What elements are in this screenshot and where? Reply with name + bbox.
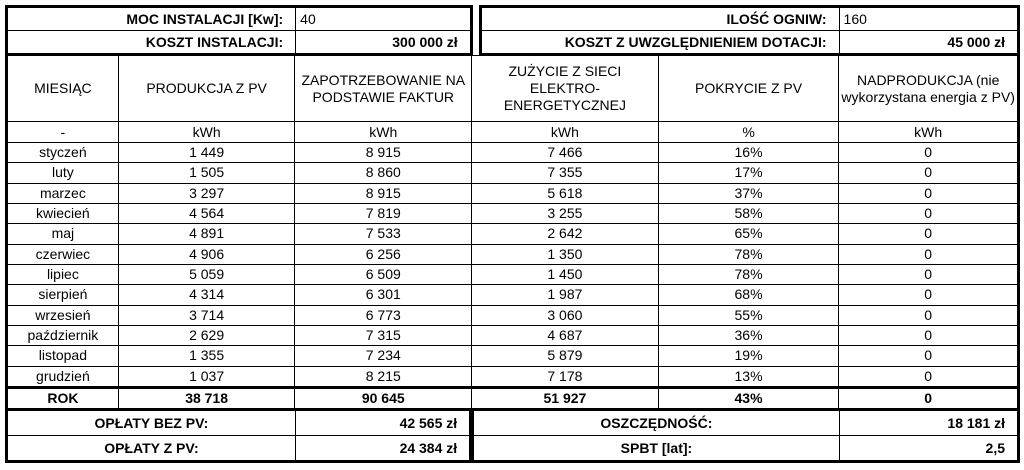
month-cell: marzec [5,183,119,204]
zuzycie-cell: 5 618 [471,183,659,204]
produkcja-cell: 1 355 [118,345,296,366]
header-pokrycie: POKRYCIE Z PV [658,55,840,122]
month-cell: styczeń [5,142,119,163]
header-produkcja: PRODUKCJA Z PV [118,55,296,122]
month-cell: sierpień [5,284,119,305]
zuzycie-cell: 7 355 [471,162,659,183]
table-row [6,346,1020,366]
pokrycie-cell: 55% [658,305,840,326]
zapotrzebowanie-cell: 7 533 [294,223,472,244]
produkcja-cell: 2 629 [118,325,296,346]
nadprodukcja-cell: 0 [838,142,1020,163]
table-row [6,204,1020,224]
nadprodukcja-cell: 0 [838,183,1020,204]
nadprodukcja-cell: 0 [838,305,1020,326]
month-cell: lipiec [5,264,119,285]
pokrycie-cell: 17% [658,162,840,183]
pokrycie-cell: 36% [658,325,840,346]
spbt-value: 2,5 [839,435,1020,463]
produkcja-cell: 1 037 [118,366,296,387]
zapotrzebowanie-cell: 6 509 [294,264,472,285]
osz-label: OSZCZĘDNOŚĆ: [471,408,840,436]
nadprodukcja-cell: 0 [838,244,1020,265]
table-row [6,143,1020,163]
zuzycie-cell: 1 350 [471,244,659,265]
zapotrzebowanie-cell: 8 915 [294,142,472,163]
nadprodukcja-cell: 0 [838,203,1020,224]
row-oplaty-z [6,436,1020,463]
zapotrzebowanie-cell: 6 256 [294,244,472,265]
total-month: ROK [5,386,119,409]
unit-cell: - [5,121,119,143]
zuzycie-cell: 3 255 [471,203,659,224]
zapotrzebowanie-cell: 8 215 [294,366,472,387]
pokrycie-cell: 19% [658,345,840,366]
nadprodukcja-cell: 0 [838,284,1020,305]
pokrycie-cell: 37% [658,183,840,204]
z-value: 24 384 zł [295,435,472,463]
month-cell: listopad [5,345,119,366]
nadprodukcja-cell: 0 [838,325,1020,346]
zapotrzebowanie-cell: 8 860 [294,162,472,183]
month-cell: październik [5,325,119,346]
zapotrzebowanie-cell: 7 819 [294,203,472,224]
row-oplaty-bez [6,409,1020,436]
nadprodukcja-cell: 0 [838,223,1020,244]
total-zuz: 51 927 [471,386,659,409]
table-row [6,265,1020,285]
produkcja-cell: 4 314 [118,284,296,305]
unit-cell: kWh [471,121,659,143]
pokrycie-cell: 65% [658,223,840,244]
zuzycie-cell: 4 687 [471,325,659,346]
header-miesiac: MIESIĄC [5,55,119,122]
unit-cell: % [658,121,840,143]
bez-value: 42 565 zł [295,408,472,436]
dotacja-label: KOSZT Z UWZGLĘDNIENIEM DOTACJI: [479,30,840,56]
zuzycie-cell: 7 178 [471,366,659,387]
produkcja-cell: 3 297 [118,183,296,204]
produkcja-cell: 1 505 [118,162,296,183]
nadprodukcja-cell: 0 [838,345,1020,366]
nadprodukcja-cell: 0 [838,264,1020,285]
header-row [6,56,1020,122]
row-moc [6,6,1020,31]
nadprodukcja-cell: 0 [838,366,1020,387]
ogniw-value: 160 [839,5,1020,31]
zapotrzebowanie-cell: 8 915 [294,183,472,204]
produkcja-cell: 4 906 [118,244,296,265]
pokrycie-cell: 78% [658,264,840,285]
total-prod: 38 718 [118,386,296,409]
zuzycie-cell: 2 642 [471,223,659,244]
zapotrzebowanie-cell: 6 773 [294,305,472,326]
table-row [6,245,1020,265]
units-row [6,122,1020,143]
pv-table [6,6,1020,464]
spbt-label: SPBT [lat]: [471,435,840,463]
zuzycie-cell: 5 879 [471,345,659,366]
produkcja-cell: 1 449 [118,142,296,163]
zapotrzebowanie-cell: 7 234 [294,345,472,366]
ogniw-label: ILOŚĆ OGNIW: [479,5,840,31]
produkcja-cell: 5 059 [118,264,296,285]
month-cell: maj [5,223,119,244]
bez-label: OPŁATY BEZ PV: [5,408,296,436]
month-cell: luty [5,162,119,183]
produkcja-cell: 3 714 [118,305,296,326]
table-row [6,306,1020,326]
moc-value: 40 [295,5,472,31]
zuzycie-cell: 3 060 [471,305,659,326]
unit-cell: kWh [294,121,472,143]
koszt-label: KOSZT INSTALACJI: [5,30,296,56]
zuzycie-cell: 7 466 [471,142,659,163]
total-nad: 0 [838,386,1020,409]
table-row [6,163,1020,183]
table-row [6,285,1020,305]
nadprodukcja-cell: 0 [838,162,1020,183]
total-row [6,387,1020,409]
header-zuzycie: ZUŻYCIE Z SIECI ELEKTRO-ENERGETYCZNEJ [471,55,659,122]
produkcja-cell: 4 564 [118,203,296,224]
pokrycie-cell: 58% [658,203,840,224]
pokrycie-cell: 16% [658,142,840,163]
header-zapotrzebowanie: ZAPOTRZEBOWANIE NA PODSTAWIE FAKTUR [294,55,472,122]
month-cell: grudzień [5,366,119,387]
zapotrzebowanie-cell: 7 315 [294,325,472,346]
zapotrzebowanie-cell: 6 301 [294,284,472,305]
table-row [6,184,1020,204]
row-koszt [6,31,1020,56]
total-zap: 90 645 [294,386,472,409]
pokrycie-cell: 13% [658,366,840,387]
total-pokr: 43% [658,386,840,409]
produkcja-cell: 4 891 [118,223,296,244]
unit-cell: kWh [838,121,1020,143]
month-cell: czerwiec [5,244,119,265]
pokrycie-cell: 78% [658,244,840,265]
koszt-value: 300 000 zł [295,30,473,56]
table-row [6,224,1020,244]
month-cell: kwiecień [5,203,119,224]
zuzycie-cell: 1 987 [471,284,659,305]
month-cell: wrzesień [5,305,119,326]
table-row [6,367,1020,387]
z-label: OPŁATY Z PV: [5,435,296,463]
dotacja-value: 45 000 zł [839,30,1020,56]
table-row [6,326,1020,346]
pokrycie-cell: 68% [658,284,840,305]
moc-label: MOC INSTALACJI [Kw]: [5,5,296,31]
unit-cell: kWh [118,121,296,143]
zuzycie-cell: 1 450 [471,264,659,285]
osz-value: 18 181 zł [839,408,1020,436]
header-nadprodukcja: NADPRODUKCJA (nie wykorzystana energia z PV) [838,55,1020,122]
